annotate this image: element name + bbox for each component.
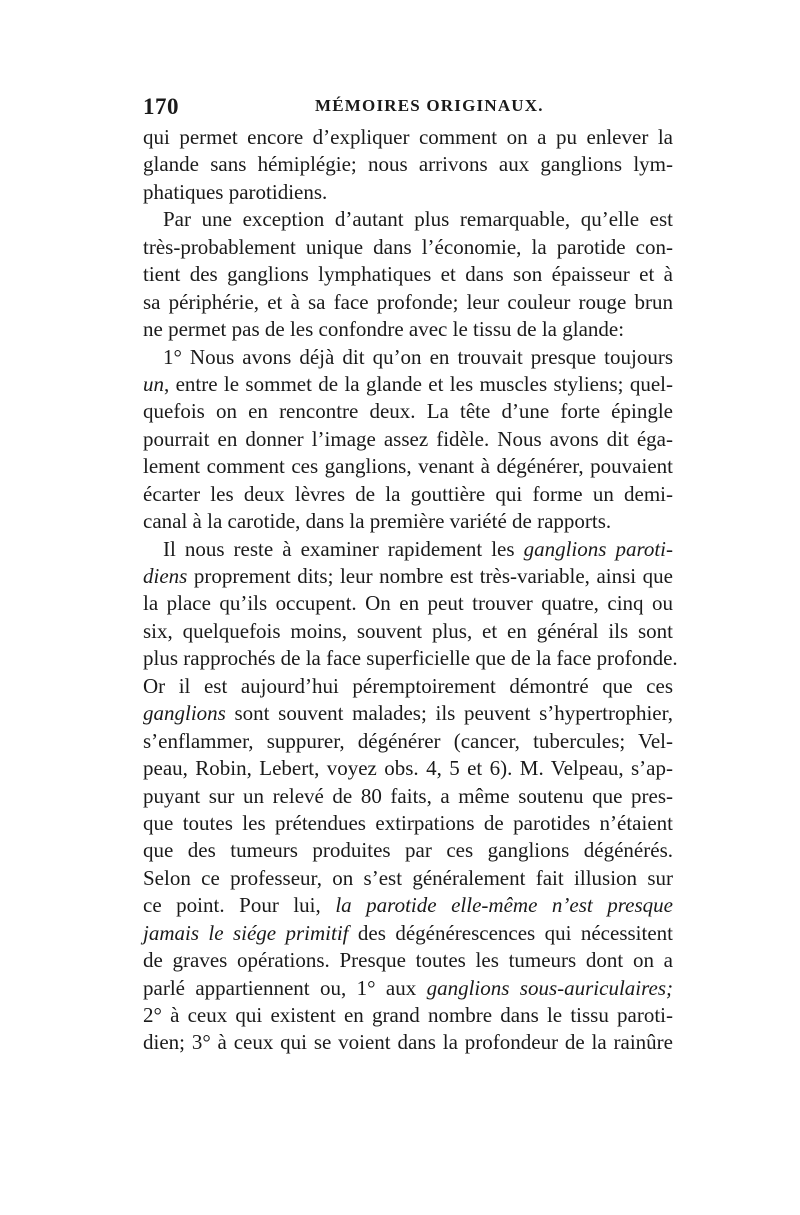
text-segment: , entre le sommet de la glande et les muscles styliens; quel- xyxy=(164,371,673,396)
text-line xyxy=(143,289,673,316)
italic-text: diens xyxy=(143,564,188,588)
text-segment: six, quelquefois moins, souvent plus, et en général ils sont xyxy=(143,618,673,643)
text-line xyxy=(143,920,673,947)
text-line xyxy=(143,975,673,1002)
text-segment: qui permet encore d’expliquer comment on a pu enlever la xyxy=(143,125,673,149)
italic-text: ganglions xyxy=(143,701,226,726)
text-segment: peau, Robin, Lebert, voyez obs. 4, 5 et 6). M. Velpeau, s’ap- xyxy=(143,756,673,781)
book-page xyxy=(143,94,678,1057)
text-line xyxy=(143,837,673,864)
text-segment: 2° à ceux qui existent en grand nombre dans le tissu paroti- xyxy=(143,1003,673,1027)
text-segment: écarter les deux lèvres de la gouttière qui forme un demi- xyxy=(143,481,673,506)
text-line xyxy=(143,728,673,755)
text-line xyxy=(143,618,673,645)
text-line xyxy=(143,371,673,398)
text-segment: s’enflammer, suppurer, dégénérer (cancer, tubercules; Vel- xyxy=(143,728,673,753)
text-line xyxy=(143,645,678,672)
text-segment: ce point. Pour lui, xyxy=(143,893,336,918)
text-line xyxy=(143,947,673,974)
text-line xyxy=(143,261,673,288)
text-line xyxy=(143,810,673,837)
text-line xyxy=(143,344,673,371)
text-line xyxy=(143,508,673,535)
text-line xyxy=(143,783,673,810)
text-line xyxy=(143,865,673,892)
text-segment: proprement dits; leur nombre est très-variable, ainsi que xyxy=(187,564,673,588)
text-segment: dien; 3° à ceux qui se voient dans la profondeur de la rainûre xyxy=(143,1030,673,1055)
text-segment: ne permet pas de les confondre avec le tissu de la glande: xyxy=(143,317,625,342)
text-line xyxy=(143,892,673,919)
text-line xyxy=(143,453,673,480)
italic-text: la parotide elle-même n’est presque xyxy=(335,893,673,918)
text-segment: très-probablement unique dans l’économie, la parotide con- xyxy=(143,234,673,259)
text-segment: lement comment ces ganglions, venant à dégénérer, pouvaient xyxy=(143,454,673,479)
text-line xyxy=(143,234,673,261)
text-segment: Il nous reste à examiner rapidement les xyxy=(163,536,524,561)
text-line xyxy=(143,398,673,425)
text-line xyxy=(143,481,673,508)
text-line xyxy=(143,755,673,782)
text-segment: 1° Nous avons déjà dit qu’on en trouvait presque toujours xyxy=(163,344,673,369)
text-line xyxy=(143,151,673,178)
italic-text: un xyxy=(143,371,164,396)
text-segment: parlé appartiennent ou, 1° aux xyxy=(143,975,427,1000)
text-segment: quefois on en rencontre deux. La tête d’une forte épingle xyxy=(143,399,673,424)
text-line xyxy=(143,536,673,563)
italic-text: ganglions sous-auriculaires; xyxy=(426,975,674,1000)
text-segment: plus rapprochés de la face superficielle que de la face profonde. xyxy=(143,646,678,671)
text-line xyxy=(143,590,673,617)
text-segment: glande sans hémiplégie; nous arrivons aux ganglions lym- xyxy=(143,152,673,177)
text-segment: phatiques parotidiens. xyxy=(143,179,328,204)
body-text xyxy=(143,124,678,1057)
text-segment: sa périphérie, et à sa face profonde; leur couleur rouge brun xyxy=(143,289,673,314)
text-segment: sont souvent malades; ils peuvent s’hypertrophier, xyxy=(225,701,673,726)
text-segment: que des tumeurs produites par ces ganglions dégénérés. xyxy=(143,838,673,863)
text-segment: la place qu’ils occupent. On en peut trouver quatre, cinq ou xyxy=(143,591,673,616)
page-number: 170 xyxy=(143,94,179,119)
text-line xyxy=(143,124,673,151)
text-segment: canal à la carotide, dans la première variété de rapports. xyxy=(143,509,612,534)
running-head: MÉMOIRES ORIGINAUX. xyxy=(315,96,544,115)
text-segment: Par une exception d’autant plus remarquable, qu’elle est xyxy=(163,207,673,232)
text-line xyxy=(143,179,673,206)
italic-text: ganglions paroti- xyxy=(523,536,674,561)
text-segment: Or il est aujourd’hui péremptoirement démontré que ces xyxy=(143,673,673,698)
text-segment: pourrait en donner l’image assez fidèle. Nous avons dit éga- xyxy=(143,426,673,451)
text-line xyxy=(143,673,673,700)
text-segment: puyant sur un relevé de 80 faits, a même soutenu que pres- xyxy=(143,783,673,808)
text-segment: tient des ganglions lymphatiques et dans son épaisseur et à xyxy=(143,262,673,287)
text-line xyxy=(143,316,673,343)
text-line xyxy=(143,426,673,453)
text-line xyxy=(143,1002,673,1029)
text-line xyxy=(143,1029,673,1056)
text-line xyxy=(143,700,673,727)
page-header xyxy=(143,94,673,124)
text-segment: Selon ce professeur, on s’est généralement fait illusion sur xyxy=(143,865,673,890)
text-line xyxy=(143,563,673,590)
text-line xyxy=(143,206,673,233)
text-segment: des dégénérescences qui nécessitent xyxy=(348,920,673,945)
italic-text: jamais le siége primitif xyxy=(143,920,349,945)
text-segment: de graves opérations. Presque toutes les tumeurs dont on a xyxy=(143,948,673,973)
text-segment: que toutes les prétendues extirpations de parotides n’étaient xyxy=(143,810,673,835)
